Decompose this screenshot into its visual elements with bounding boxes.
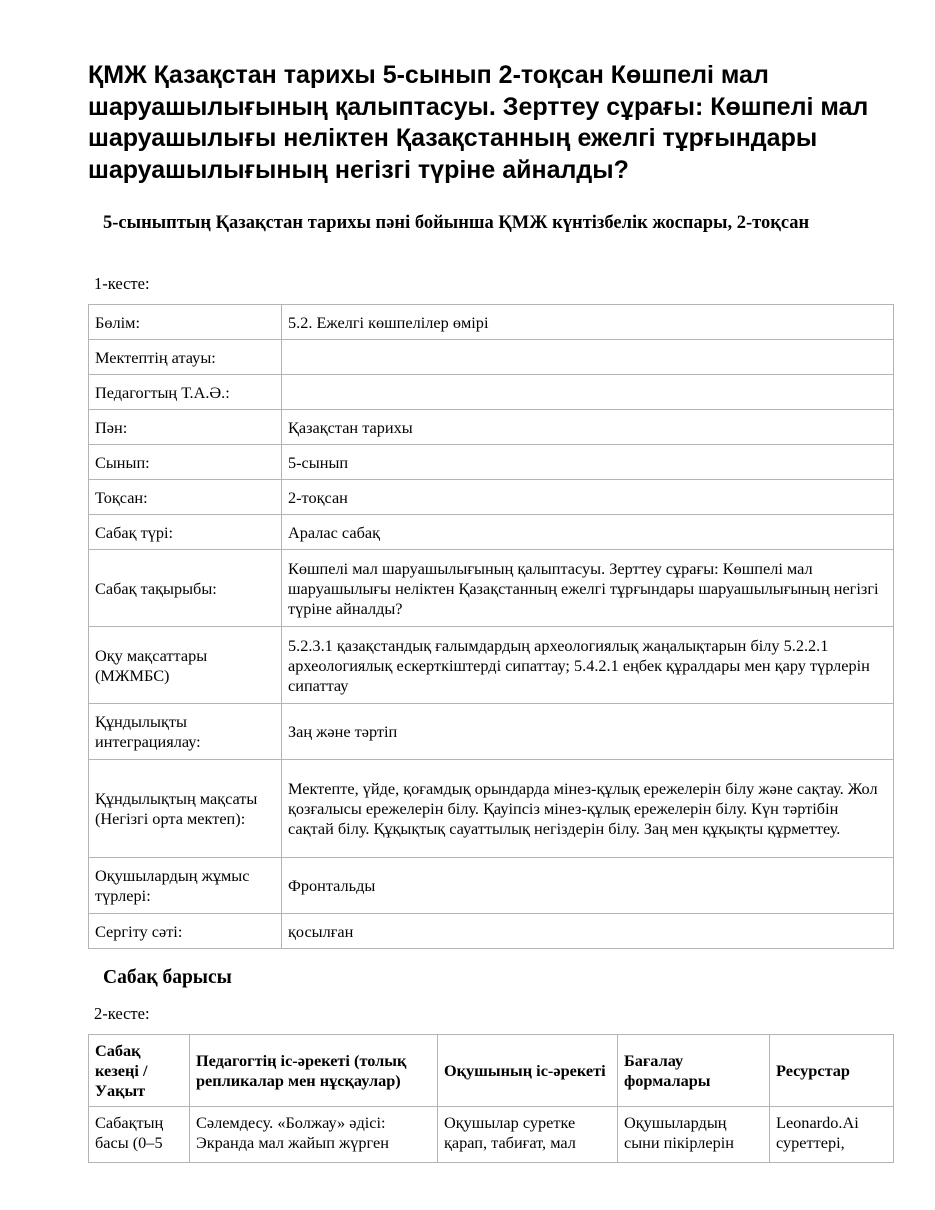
- table-row: [89, 480, 894, 515]
- table-cell: Сәлемдесу. «Болжау» әдісі: Экранда мал жайып жүрген: [190, 1107, 438, 1163]
- row-value: Заң және тәртіп: [282, 704, 894, 760]
- row-label: Сабақ түрі:: [89, 515, 282, 550]
- table-row: [89, 445, 894, 480]
- table-row: [89, 410, 894, 445]
- row-value: Мектепте, үйде, қоғамдық орындарда мінез-құлық ережелерін білу және сақтау. Жол қозғалысы ережелерін білу. Қауіпсіз мінез-құлық ережелерін білу. Күн тәртібін сақтай білу. Құқықтық сауаттылық негіздерін білу. Заң мен құқықты құрметтеу.: [282, 760, 894, 858]
- table-row: [89, 305, 894, 340]
- row-label: Бөлім:: [89, 305, 282, 340]
- row-label: Оқу мақсаттары (МЖМБС): [89, 627, 282, 704]
- table-row: [89, 375, 894, 410]
- row-label: Пән:: [89, 410, 282, 445]
- table-cell: Оқушылардың сыни пікірлерін: [618, 1107, 770, 1163]
- lesson-flow-table: [88, 1034, 894, 1163]
- row-label: Тоқсан:: [89, 480, 282, 515]
- row-value: [282, 340, 894, 375]
- row-label: Мектептің атауы:: [89, 340, 282, 375]
- row-value: [282, 375, 894, 410]
- row-value: 5.2.3.1 қазақстандық ғалымдардың археологиялық жаңалықтарын білу 5.2.2.1 археологиялық ескерткіштерді сипаттау; 5.4.2.1 еңбек құралдары мен қару түрлерін сипаттау: [282, 627, 894, 704]
- table-cell: Сабақтың басы (0–5: [89, 1107, 190, 1163]
- row-label: Оқушылардың жұмыс түрлері:: [89, 858, 282, 914]
- document-subtitle: 5-сыныптың Қазақстан тарихы пәні бойынша ҚМЖ күнтізбелік жоспары, 2-тоқсан: [103, 213, 810, 233]
- table-row: [89, 550, 894, 627]
- table1-caption: 1-кесте:: [94, 274, 150, 293]
- table-row: [89, 340, 894, 375]
- section-title: Сабақ барысы: [103, 967, 232, 988]
- row-label: Сабақ тақырыбы:: [89, 550, 282, 627]
- row-label: Сынып:: [89, 445, 282, 480]
- column-header: Сабақ кезеңі / Уақыт: [89, 1035, 190, 1107]
- row-value: Аралас сабақ: [282, 515, 894, 550]
- row-label: Педагогтың Т.А.Ә.:: [89, 375, 282, 410]
- table-header-row: [89, 1035, 894, 1107]
- table-row: [89, 858, 894, 914]
- row-value: қосылған: [282, 914, 894, 949]
- table-row: [89, 1107, 894, 1163]
- row-label: Құндылықтың мақсаты (Негізгі орта мектеп):: [89, 760, 282, 858]
- lesson-info-table: [88, 304, 894, 949]
- row-value: 5-сынып: [282, 445, 894, 480]
- table-row: [89, 627, 894, 704]
- table-row: [89, 914, 894, 949]
- row-value: Фронтальды: [282, 858, 894, 914]
- table-row: [89, 704, 894, 760]
- column-header: Ресурстар: [770, 1035, 894, 1107]
- table-cell: Оқушылар суретке қарап, табиғат, мал: [438, 1107, 618, 1163]
- column-header: Педагогтің іс-әрекеті (толық репликалар мен нұсқаулар): [190, 1035, 438, 1107]
- column-header: Бағалау формалары: [618, 1035, 770, 1107]
- table-cell: Leonardo.Ai суреттері,: [770, 1107, 894, 1163]
- row-value: Көшпелі мал шаруашылығының қалыптасуы. Зерттеу сұрағы: Көшпелі мал шаруашылығы неліктен Қазақстанның ежелгі тұрғындары шаруашылығының негізгі түріне айналды?: [282, 550, 894, 627]
- row-value: 5.2. Ежелгі көшпелілер өмірі: [282, 305, 894, 340]
- row-value: 2-тоқсан: [282, 480, 894, 515]
- row-label: Құндылықты интеграциялау:: [89, 704, 282, 760]
- row-label: Сергіту сәті:: [89, 914, 282, 949]
- table2-caption: 2-кесте:: [94, 1004, 150, 1023]
- table-row: [89, 760, 894, 858]
- column-header: Оқушының іс-әрекеті: [438, 1035, 618, 1107]
- table-row: [89, 515, 894, 550]
- document-title: ҚМЖ Қазақстан тарихы 5-сынып 2-тоқсан Көшпелі мал шаруашылығының қалыптасуы. Зерттеу сұрағы: Көшпелі мал шаруашылығы неліктен Қазақстанның ежелгі тұрғындары шаруашылығының негізгі түріне айналды?: [88, 61, 869, 184]
- row-value: Қазақстан тарихы: [282, 410, 894, 445]
